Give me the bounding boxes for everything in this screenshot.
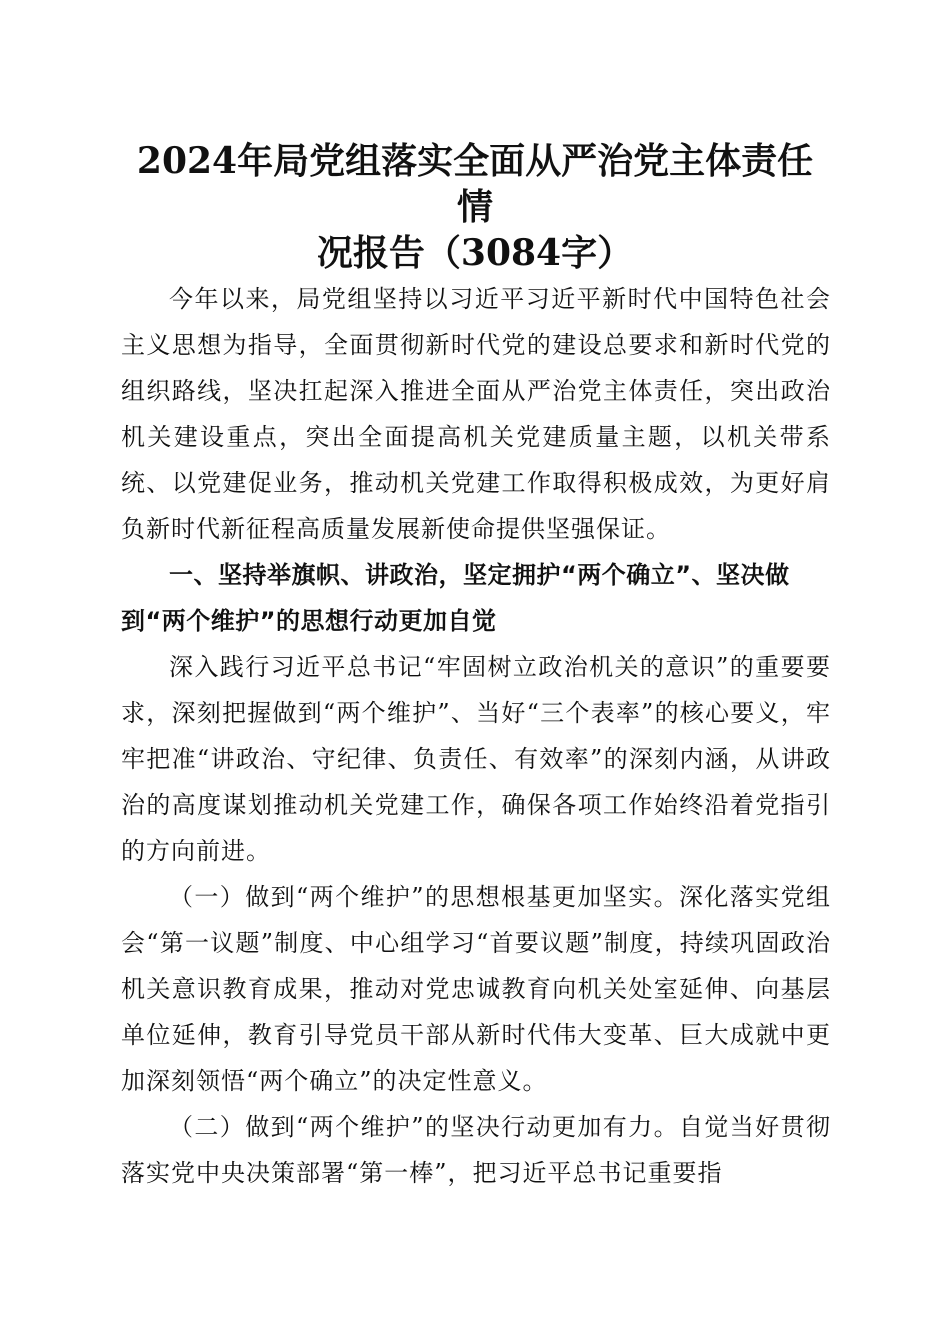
item-2-paragraph: （二）做到“两个维护”的坚决行动更加有力。自觉当好贯彻落实党中央决策部署“第一棒”，把习近平总书记重要指 (121, 1113, 831, 1187)
intro-paragraph: 今年以来，局党组坚持以习近平习近平新时代中国特色社会主义思想为指导，全面贯彻新时代党的建设总要求和新时代党的组织路线，坚决扛起深入推进全面从严治党主体责任，突出政治机关建设重点，突出全面提高机关党建质量主题，以机关带系统、以党建促业务，推动机关党建工作取得积极成效，为更好肩负新时代新征程高质量发展新使命提供坚强保证。 (121, 285, 831, 543)
section-1-heading: 一、坚持举旗帜、讲政治，坚定拥护“两个确立”、坚决做到“两个维护”的思想行动更加自觉 (121, 561, 790, 635)
document-body (121, 276, 831, 1196)
title-line-1: 2024年局党组落实全面从严治党主体责任情 (136, 140, 814, 228)
section-1-paragraph: 深入践行习近平总书记“牢固树立政治机关的意识”的重要要求，深刻把握做到“两个维护”、当好“三个表率”的核心要义，牢牢把准“讲政治、守纪律、负责任、有效率”的深刻内涵，从讲政治的高度谋划推动机关党建工作，确保各项工作始终沿着党指引的方向前进。 (121, 653, 831, 865)
title-line-2: 况报告（3084字） (316, 232, 634, 274)
item-1-paragraph: （一）做到“两个维护”的思想根基更加坚实。深化落实党组会“第一议题”制度、中心组学习“首要议题”制度，持续巩固政治机关意识教育成果，推动对党忠诚教育向机关处室延伸、向基层单位延伸，教育引导党员干部从新时代伟大变革、巨大成就中更加深刻领悟“两个确立”的决定性意义。 (121, 883, 831, 1095)
document-title (120, 138, 830, 276)
